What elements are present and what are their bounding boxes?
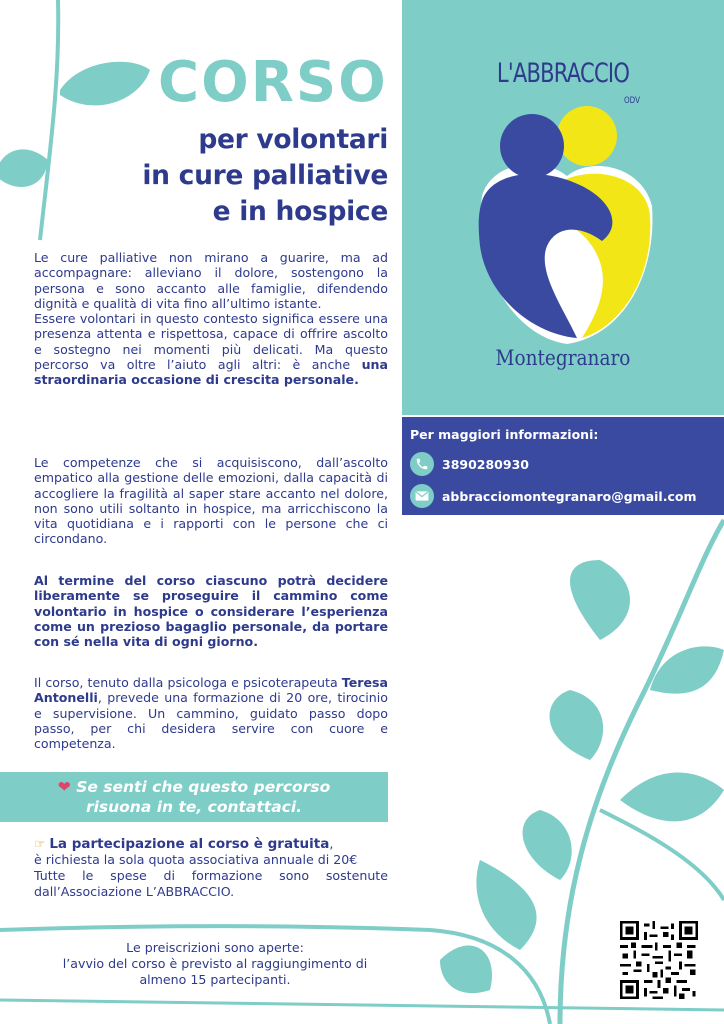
page-subtitle: [142, 122, 388, 230]
volunteer-text: Essere volontari in questo contesto significa essere una presenza attenta e rispettosa, capace di offrire ascolto e sostegno nei momenti più delicati. Ma questo percorso va oltre l’aiuto agli altri: è anche: [34, 311, 388, 373]
growth-highlight: una straordinaria occasione di crescita personale.: [34, 357, 388, 388]
course-text-start: Il corso, tenuto dalla psicologa e psicoterapeuta: [34, 675, 342, 690]
intro-text: Le cure palliative non mirano a guarire, ma ad accompagnare: alleviano il dolore, sostengono la persona e sono accanto alle famiglie, difendendo dignità e qualità di vita fino all’ultimo istante.: [34, 250, 388, 311]
logo-city: Montegranaro: [495, 346, 631, 370]
pointing-hand-icon: ☞: [34, 836, 46, 851]
phone-number[interactable]: 3890280930: [442, 456, 529, 472]
intro-paragraph: [34, 250, 388, 388]
skills-paragraph: Le competenze che si acquisiscono, dall’ascolto empatico alla gestione delle emozioni, dalla capacità di accogliere la fragilità al saper stare accanto nel dolore, non sono utili soltanto in hospice, ma arricchiscono la vita quotidiana e i rapporti con le persone che ci circondano.: [34, 455, 388, 547]
registration-note: [20, 940, 410, 988]
fee-headline-end: ,: [329, 836, 334, 851]
cta-line: Se senti che questo percorso: [76, 778, 331, 796]
outcome-paragraph: Al termine del corso ciascuno potrà decidere liberamente se proseguire il cammino come volontario in hospice o considerare l’esperienza come un prezioso bagaglio personale, da portare con sé nella vita di ogni giorno.: [34, 573, 388, 650]
fee-info: [34, 836, 388, 900]
course-details-paragraph: [34, 675, 388, 751]
instructor-name: Teresa Antonelli: [34, 675, 388, 706]
subtitle-line: in cure palliative: [142, 160, 388, 191]
cta-line: risuona in te, contattaci.: [85, 798, 303, 816]
contact-title: Per maggiori informazioni:: [410, 427, 599, 442]
embrace-logo-icon: [472, 106, 662, 346]
fee-headline: La partecipazione al corso è gratuita: [49, 836, 330, 852]
heart-icon: ❤: [57, 778, 71, 796]
logo-name: L'ABBRACCIO: [496, 58, 630, 89]
registration-line: almeno 15 partecipanti.: [139, 972, 291, 987]
subtitle-line: per volontari: [198, 124, 388, 155]
fee-line: è richiesta la sola quota associativa annuale di 20€: [34, 852, 358, 867]
envelope-icon: [410, 484, 434, 508]
registration-line: l’avvio del corso è previsto al raggiungimento di: [62, 956, 368, 971]
qr-code[interactable]: [620, 921, 698, 999]
cta-banner: [0, 772, 388, 822]
email-row[interactable]: [410, 484, 724, 508]
contact-panel: [402, 417, 724, 515]
fee-line: Tutte le spese di formazione sono sostenute dall’Associazione L’ABBRACCIO.: [34, 868, 388, 899]
subtitle-line: e in hospice: [212, 196, 388, 227]
email-address[interactable]: abbracciomontegranaro@gmail.com: [442, 488, 697, 504]
course-text-end: , prevede una formazione di 20 ore, tirocinio e supervisione. Un cammino, guidato passo dopo passo, per chi desidera servire con cuore e competenza.: [34, 690, 388, 752]
phone-icon: [410, 452, 434, 476]
logo-suffix: ODV: [624, 96, 641, 106]
phone-row[interactable]: [410, 452, 724, 476]
page-title: CORSO: [158, 50, 388, 115]
registration-line: Le preiscrizioni sono aperte:: [126, 940, 304, 955]
